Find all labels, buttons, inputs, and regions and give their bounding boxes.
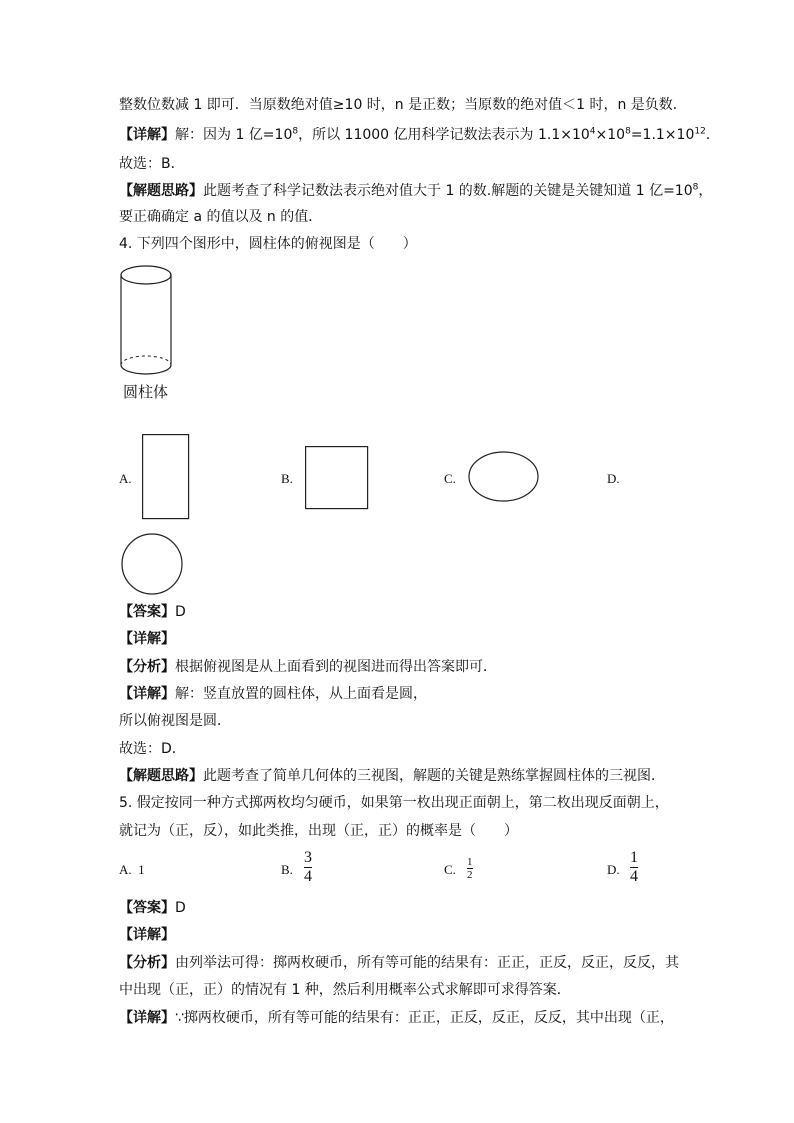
q4-analysis: 【分析】根据俯视图是从上面看到的视图进而得出答案即可． <box>119 659 497 675</box>
q5-stem-1: 5. 假定按同一种方式掷两枚均匀硬币，如果第一枚出现正面朝上，第二枚出现反面朝上， <box>119 795 669 811</box>
q4-idea: 【解题思路】此题考查了简单几何体的三视图，解题的关键是熟练掌握圆柱体的三视图． <box>119 768 665 784</box>
analysis-tag: 【分析】 <box>119 659 175 675</box>
answer-tag: 【答案】 <box>119 604 175 620</box>
q3-text-line: 整数位数减 1 即可．当原数绝对值≥10 时，n 是正数；当原数的绝对值＜1 时，n 是负数． <box>119 97 687 113</box>
cylinder-caption: 圆柱体 <box>123 383 169 401</box>
q5-option-a: A. 1 <box>119 862 145 877</box>
q5-stem-2: 就记为（正，反），如此类推，出现（正，正）的概率是（ ） <box>119 823 518 839</box>
analysis-tag: 【分析】 <box>119 955 175 971</box>
q4-stem: 4. 下列四个图形中，圆柱体的俯视图是（ ） <box>119 236 417 252</box>
option-b-square <box>305 446 369 510</box>
option-a-rectangle <box>142 434 190 520</box>
q4-answer: 【答案】D <box>119 604 186 620</box>
q4-detail-header: 【详解】 <box>119 631 175 647</box>
option-c-ellipse <box>468 451 540 503</box>
idea-tag: 【解题思路】 <box>119 768 203 784</box>
q4-detail: 【详解】解：竖直放置的圆柱体，从上面看是圆， <box>119 686 427 702</box>
q5-analysis-2: 中出现（正，正）的情况有 1 种，然后利用概率公式求解即可求得答案． <box>119 982 571 998</box>
q5-option-c-fraction: 1 2 <box>467 856 473 881</box>
q4-option-a-label: A. <box>119 471 132 486</box>
q5-option-d-fraction: 1 4 <box>630 849 638 885</box>
q5-option-b-label: B. <box>281 862 293 877</box>
detail-tag: 【详解】 <box>119 127 175 143</box>
q5-option-c-label: C. <box>444 862 456 877</box>
q4-choice: 故选：D． <box>119 741 186 757</box>
idea-tag: 【解题思路】 <box>119 183 203 199</box>
detail-tag: 【详解】 <box>119 686 175 702</box>
q3-choice: 故选：B． <box>119 156 185 172</box>
q4-option-c-label: C. <box>444 471 456 486</box>
q5-option-b-fraction: 3 4 <box>304 849 312 885</box>
option-d-circle <box>121 533 183 595</box>
q3-idea-line-2: 要正确确定 a 的值以及 n 的值． <box>119 209 323 225</box>
answer-tag: 【答案】 <box>119 900 175 916</box>
cylinder-figure <box>115 258 185 378</box>
q5-detail: 【详解】∵掷两枚硬币，所有等可能的结果有：正正，正反，反正，反反，其中出现（正， <box>119 1010 674 1026</box>
q5-detail-header: 【详解】 <box>119 927 175 943</box>
detail-tag: 【详解】 <box>119 1010 175 1026</box>
q4-option-d-label: D. <box>607 471 620 486</box>
q4-detail-2: 所以俯视图是圆． <box>119 713 231 729</box>
q4-option-b-label: B. <box>281 471 293 486</box>
q3-detail-line: 【详解】解：因为 1 亿$=10^8$，所以 11000 亿用科学记数法表示为 $1.1\times 10^4\times 10^8=1.1\times 10^{12}$． <box>119 126 720 143</box>
q5-analysis-1: 【分析】由列举法可得：掷两枚硬币，所有等可能的结果有：正正，正反，反正，反反，其 <box>119 955 679 971</box>
q5-option-d-label: D. <box>607 862 620 877</box>
q3-idea-line: 【解题思路】此题考查了科学记数法表示绝对值大于 1 的数.解题的关键是关键知道 1 亿$=10^8$， <box>119 182 713 199</box>
q5-answer: 【答案】D <box>119 900 186 916</box>
